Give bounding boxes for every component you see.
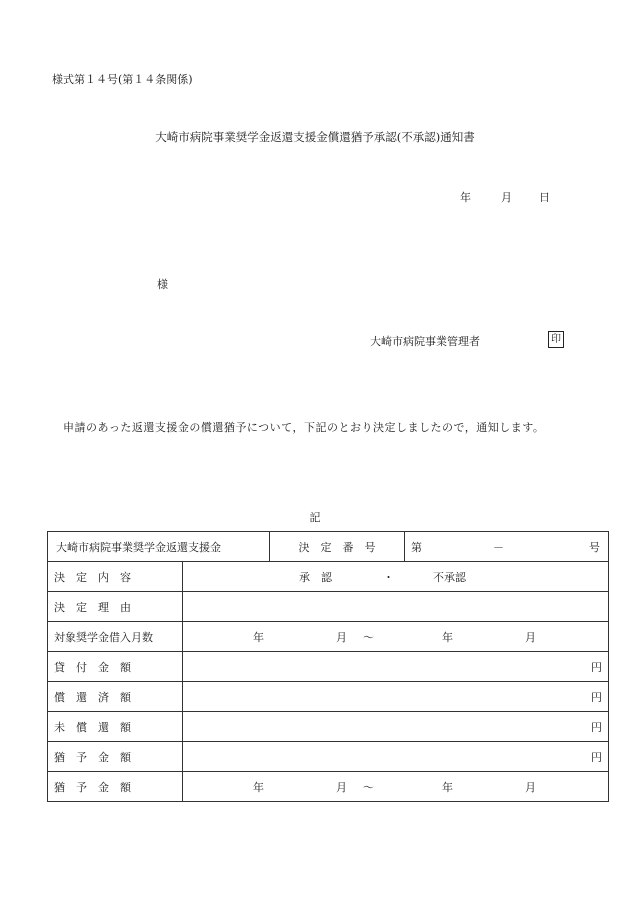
issuer-name: 大崎市病院事業管理者 — [370, 335, 480, 348]
table-header-row — [48, 532, 609, 562]
seal-mark: 印 — [548, 331, 564, 348]
end-year-label: 年 — [442, 630, 453, 644]
decision-detail-table — [47, 531, 609, 802]
period-tilde: ～ — [363, 780, 374, 794]
number-suffix: 号 — [589, 540, 600, 554]
table-row — [48, 712, 609, 742]
table-row — [48, 562, 609, 592]
unrepaid-amount-cell: 円 — [183, 712, 609, 742]
ki-heading: 記 — [309, 511, 321, 524]
document-title: 大崎市病院事業奨学金返還支援金償還猶予承認(不承認)通知書 — [155, 130, 475, 144]
form-number: 様式第１４号(第１４条関係) — [52, 73, 193, 86]
number-dash: － — [493, 540, 504, 554]
row-label: 対象奨学金借入月数 — [48, 622, 183, 652]
addressee-honorific: 様 — [157, 278, 168, 291]
repaid-amount-cell: 円 — [183, 682, 609, 712]
option-separator: ・ — [383, 570, 394, 584]
start-year-label: 年 — [253, 630, 264, 644]
table-row — [48, 682, 609, 712]
number-prefix: 第 — [411, 540, 422, 554]
table-row — [48, 772, 609, 802]
row-label: 猶 予 金 額 — [48, 742, 183, 772]
loan-months-cell — [183, 622, 609, 652]
period-tilde: ～ — [363, 630, 374, 644]
date-year-label: 年 — [460, 191, 471, 204]
end-month-label: 月 — [525, 780, 536, 794]
table-row — [48, 592, 609, 622]
disapprove-option: 不承認 — [433, 570, 466, 584]
table-row — [48, 622, 609, 652]
decision-content-cell — [183, 562, 609, 592]
table-row — [48, 742, 609, 772]
row-label: 償 還 済 額 — [48, 682, 183, 712]
start-year-label: 年 — [253, 780, 264, 794]
start-month-label: 月 — [336, 630, 347, 644]
row-label: 猶 予 金 額 — [48, 772, 183, 802]
date-month-label: 月 — [501, 191, 512, 204]
decision-number-label: 決 定 番 号 — [270, 532, 405, 562]
approve-option: 承 認 — [299, 570, 332, 584]
table-row — [48, 652, 609, 682]
decision-reason-cell — [183, 592, 609, 622]
start-month-label: 月 — [336, 780, 347, 794]
row-label: 貸 付 金 額 — [48, 652, 183, 682]
row-label: 決 定 理 由 — [48, 592, 183, 622]
deferral-amount-cell: 円 — [183, 742, 609, 772]
loan-amount-cell: 円 — [183, 652, 609, 682]
date-day-label: 日 — [539, 191, 550, 204]
subject-cell: 大崎市病院事業奨学金返還支援金 — [48, 532, 270, 562]
row-label: 決 定 内 容 — [48, 562, 183, 592]
end-year-label: 年 — [442, 780, 453, 794]
deferral-period-cell — [183, 772, 609, 802]
notice-body-text: 申請のあった返還支援金の償還猶予について，下記のとおり決定しましたので，通知します。 — [63, 421, 545, 434]
row-label: 未 償 還 額 — [48, 712, 183, 742]
decision-number-cell — [405, 532, 609, 562]
end-month-label: 月 — [525, 630, 536, 644]
